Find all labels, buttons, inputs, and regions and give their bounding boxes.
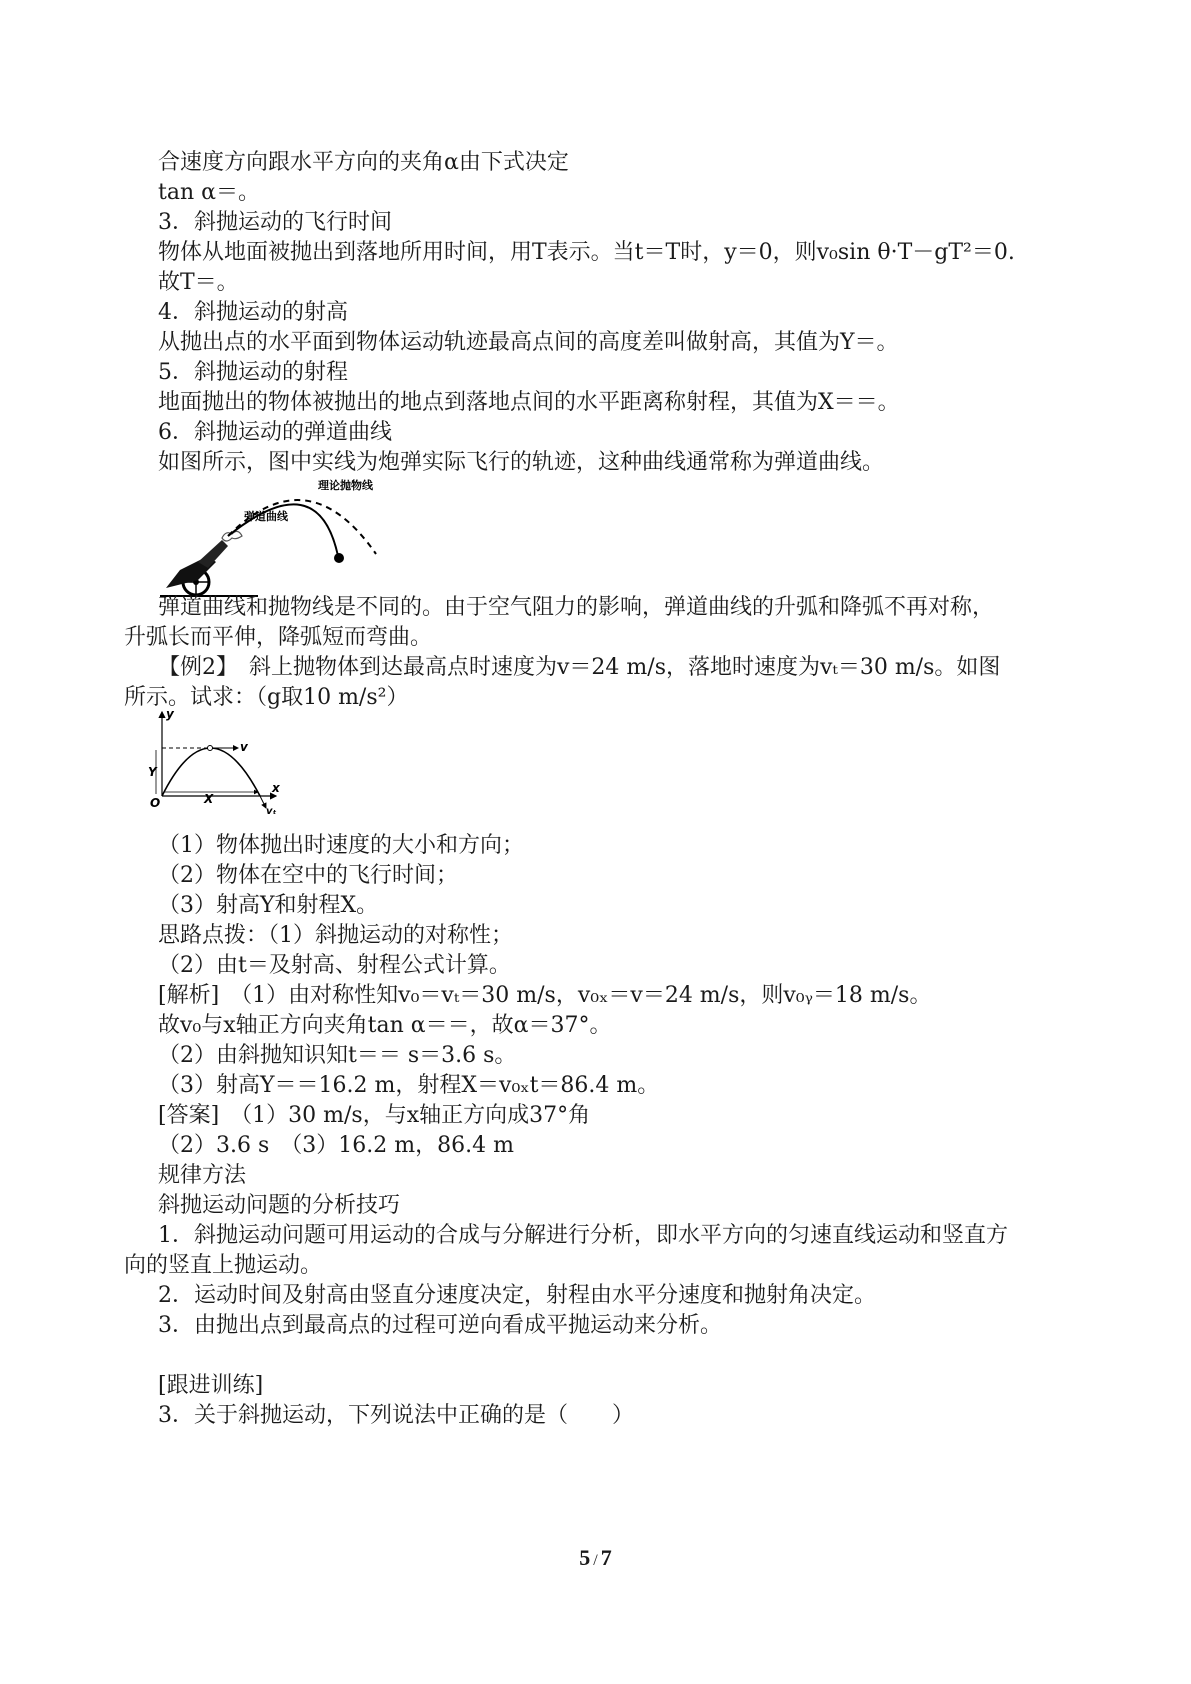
text-line: （2）由斜抛知识知t＝＝ s＝3.6 s。 [158,1043,517,1068]
example-heading: 【例2】 斜上抛物体到达最高点时速度为v＝24 m/s，落地时速度为vₜ＝30 m/s。如图 [158,655,1001,680]
section-heading: 6．斜抛运动的弹道曲线 [158,420,392,445]
section-heading: 4．斜抛运动的射高 [158,300,348,325]
text-line: 向的竖直上抛运动。 [124,1253,323,1278]
text-line: 1．斜抛运动问题可用运动的合成与分解进行分析，即水平方向的匀速直线运动和竖直方 [158,1223,1008,1248]
text-line: 故v₀与x轴正方向夹角tan α＝＝，故α＝37°。 [158,1013,612,1038]
text-line: （2）物体在空中的飞行时间； [158,863,458,888]
page-number [0,1545,1191,1571]
section-heading: 5．斜抛运动的射程 [158,360,348,385]
text-line: 所示。试求：（g取10 m/s²） [124,685,409,710]
text-line: [解析] （1）由对称性知v₀＝vₜ＝30 m/s，v₀ₓ＝v＝24 m/s，则v₀ᵧ＝18 m/s。 [158,983,932,1008]
label-vt: vₜ [266,806,277,816]
label-Y: Y [148,765,157,779]
label-y-axis: y [166,708,174,721]
section-heading: 规律方法 [158,1163,247,1188]
text-line: 如图所示，图中实线为炮弹实际飞行的轨迹，这种曲线通常称为弹道曲线。 [158,450,885,475]
text-line: 地面抛出的物体被抛出的地点到落地点间的水平距离称射程，其值为X＝＝。 [158,390,900,415]
text-line: 物体从地面被抛出到落地所用时间，用T表示。当t＝T时，y＝0，则v₀sin θ·T－gT²＝0. [158,240,1015,265]
label-x-axis: x [272,781,280,795]
text-line: （1）物体抛出时速度的大小和方向； [158,833,524,858]
text-line: （2）由t＝及射高、射程公式计算。 [158,953,511,978]
theoretical-parabola [228,500,376,554]
section-heading: [跟进训练] [158,1373,264,1398]
trajectory-curve [162,748,260,796]
label-v: v [240,740,248,754]
label-ballistic-curve: 弹道曲线 [244,510,288,523]
page-sep: / [593,1552,598,1569]
shell-icon [334,553,344,563]
text-line: 升弧长而平伸，降弧短而弯曲。 [124,625,433,650]
text-line: 合速度方向跟水平方向的夹角α由下式决定 [158,150,569,175]
text-line: 从抛出点的水平面到物体运动轨迹最高点间的高度差叫做射高，其值为Y＝。 [158,330,899,355]
text-line: 3．由抛出点到最高点的过程可逆向看成平抛运动来分析。 [158,1313,722,1338]
page-total: 7 [600,1545,612,1570]
text-line: [答案] （1）30 m/s，与x轴正方向成37°角 [158,1103,591,1128]
text-line: tan α＝。 [158,180,260,205]
page-current: 5 [579,1545,591,1570]
section-heading: 3．斜抛运动的飞行时间 [158,210,392,235]
text-line: 故T＝。 [158,270,239,295]
label-theory-parabola: 理论抛物线 [318,479,373,492]
section-heading: 斜抛运动问题的分析技巧 [158,1193,401,1218]
label-origin: O [150,796,161,810]
text-line: （3）射高Y＝＝16.2 m，射程X＝v₀ₓt＝86.4 m。 [158,1073,660,1098]
text-line: （2）3.6 s （3）16.2 m，86.4 m [158,1133,514,1158]
trajectory-diagram [148,708,288,816]
text-line: 弹道曲线和抛物线是不同的。由于空气阻力的影响，弹道曲线的升弧和降弧不再对称， [158,595,995,620]
text-line: 思路点拨：（1）斜抛运动的对称性； [158,923,513,948]
question-line: 3．关于斜抛运动，下列说法中正确的是（ ） [158,1403,634,1428]
text-line: 2．运动时间及射高由竖直分速度决定，射程由水平分速度和抛射角决定。 [158,1283,876,1308]
text-line: （3）射高Y和射程X。 [158,893,379,918]
label-X: X [204,792,214,806]
ballistic-figure [158,478,408,608]
